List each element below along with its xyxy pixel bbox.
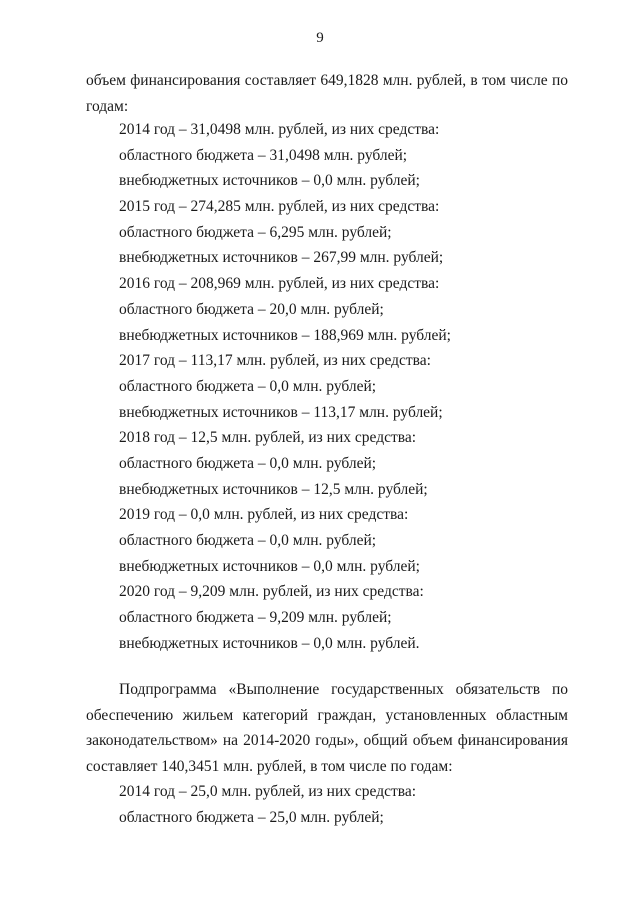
year-line: областного бюджета – 31,0498 млн. рублей; — [119, 146, 408, 164]
year-line: 2019 год – 0,0 млн. рублей, из них средства: — [119, 506, 409, 524]
year-line: 2017 год – 113,17 млн. рублей, из них средства: — [119, 352, 431, 370]
year-line: областного бюджета – 20,0 млн. рублей; — [119, 300, 384, 318]
year-line: внебюджетных источников – 267,99 млн. рублей; — [119, 249, 444, 267]
year-line: 2018 год – 12,5 млн. рублей, из них средства: — [119, 429, 417, 447]
subprogram-funding-list — [119, 779, 569, 830]
year-line: 2015 год – 274,285 млн. рублей, из них средства: — [119, 198, 440, 216]
year-line: внебюджетных источников – 0,0 млн. рублей; — [119, 557, 420, 575]
funding-by-year-list — [119, 117, 569, 656]
intro-paragraph — [86, 68, 568, 119]
year-line: 2020 год – 9,209 млн. рублей, из них средства: — [119, 583, 424, 601]
subprogram-year-line: 2014 год – 25,0 млн. рублей, из них средства: — [119, 783, 417, 800]
year-line: областного бюджета – 9,209 млн. рублей; — [119, 609, 392, 627]
year-line: внебюджетных источников – 113,17 млн. рублей; — [119, 403, 443, 421]
page-number: 9 — [316, 30, 324, 46]
subprogram-paragraph — [86, 677, 568, 779]
year-line: областного бюджета – 6,295 млн. рублей; — [119, 223, 392, 241]
year-line: областного бюджета – 0,0 млн. рублей; — [119, 532, 377, 549]
year-line: областного бюджета – 0,0 млн. рублей; — [119, 377, 377, 395]
year-line: внебюджетных источников – 188,969 млн. рублей; — [119, 326, 451, 344]
year-line: областного бюджета – 0,0 млн. рублей; — [119, 454, 377, 472]
subprogram-year-line: областного бюджета – 25,0 млн. рублей; — [119, 808, 384, 826]
year-line: 2014 год – 31,0498 млн. рублей, из них средства: — [119, 121, 440, 138]
year-line: внебюджетных источников – 0,0 млн. рублей. — [119, 634, 420, 652]
intro-text: объем финансирования составляет 649,1828 млн. рублей, в том числе по годам: — [86, 72, 568, 115]
year-line: внебюджетных источников – 0,0 млн. рублей; — [119, 172, 420, 190]
year-line: внебюджетных источников – 12,5 млн. рублей; — [119, 480, 428, 498]
year-line: 2016 год – 208,969 млн. рублей, из них средства: — [119, 275, 440, 293]
subprogram-text: Подпрограмма «Выполнение государственных обязательств по обеспечению жильем категорий граждан, установленных областным законодательством» на 2014-2020 годы», общий объем финансирования составляет 140,3451 млн. рублей, в том числе по годам: — [86, 681, 568, 775]
